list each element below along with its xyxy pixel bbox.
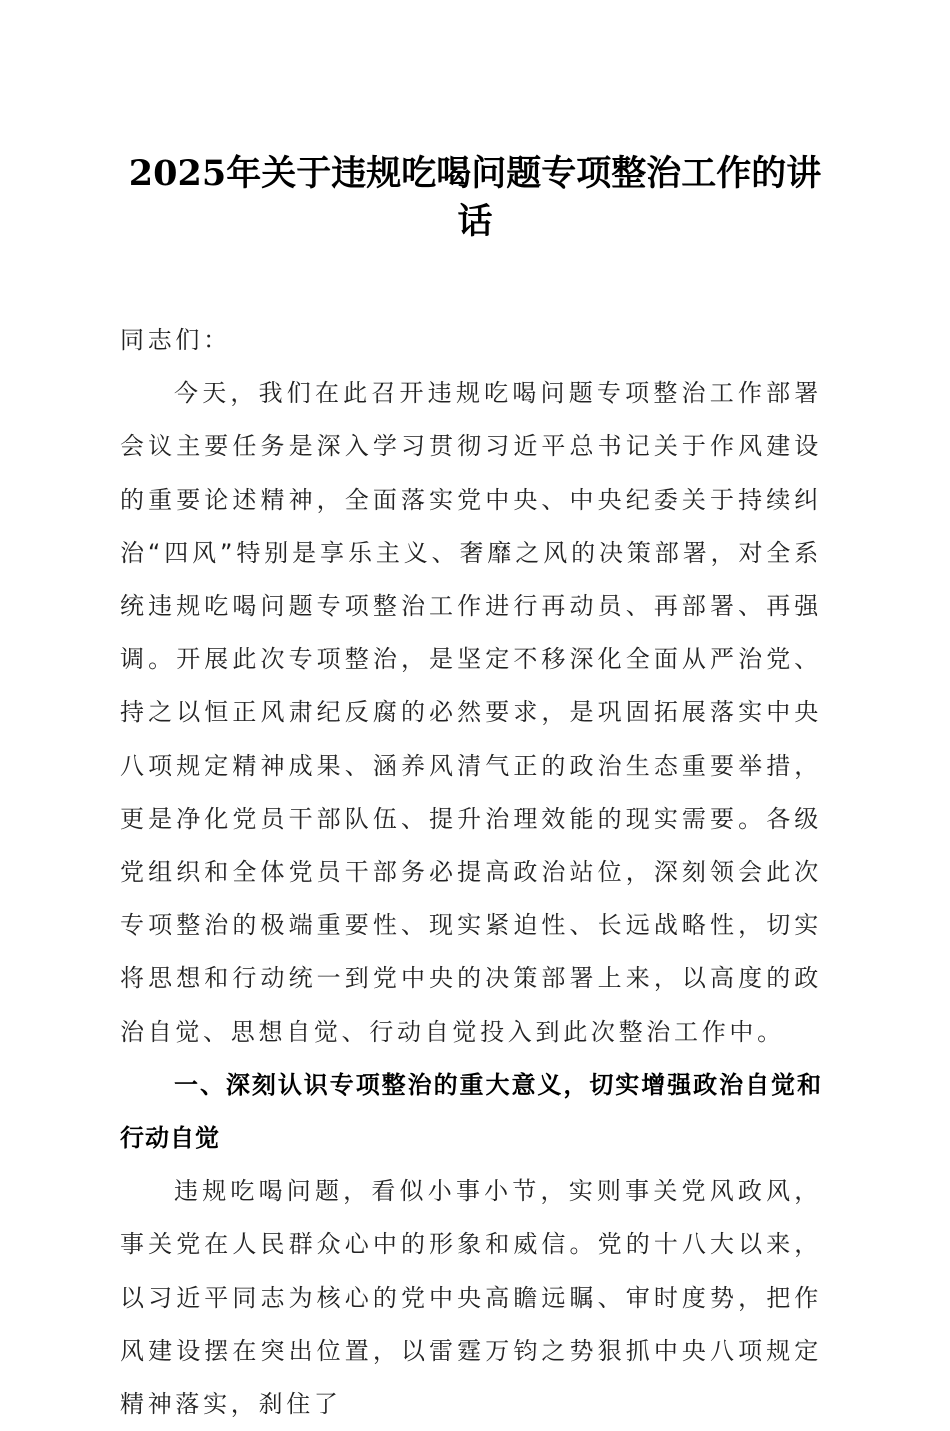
salutation: 同志们：: [120, 326, 231, 354]
intro-paragraph: 今天，我们在此召开违规吃喝问题专项整治工作部署会议主要任务是深入学习贯彻习近平总书记关于作风建设的重要论述精神，全面落实党中央、中央纪委关于持续纠治“四风”特别是享乐主义、奢靡之风的决策部署，对全系统违规吃喝问题专项整治工作进行再动员、再部署、再强调。开展此次专项整治，是坚定不移深化全面从严治党、持之以恒正风肃纪反腐的必然要求，是巩固拓展落实中央八项规定精神成果、涵养风清气正的政治生态重要举措，更是净化党员干部队伍、提升治理效能的现实需要。各级党组织和全体党员干部务必提高政治站位，深刻领会此次专项整治的极端重要性、现实紧迫性、长远战略性，切实将思想和行动统一到党中央的决策部署上来，以高度的政治自觉、思想自觉、行动自觉投入到此次整治工作中。: [120, 379, 822, 1046]
document-title: 2025年关于违规吃喝问题专项整治工作的讲话: [128, 153, 822, 242]
section-heading-1: 一、深刻认识专项整治的重大意义，切实增强政治自觉和行动自觉: [120, 1070, 822, 1153]
document-body: [120, 314, 822, 1431]
section-1-paragraph: 违规吃喝问题，看似小事小节，实则事关党风政风，事关党在人民群众心中的形象和威信。党的十八大以来，以习近平同志为核心的党中央高瞻远瞩、审时度势，把作风建设摆在突出位置，以雷霆万钧之势狠抓中央八项规定精神落实，刹住了: [120, 1177, 822, 1419]
